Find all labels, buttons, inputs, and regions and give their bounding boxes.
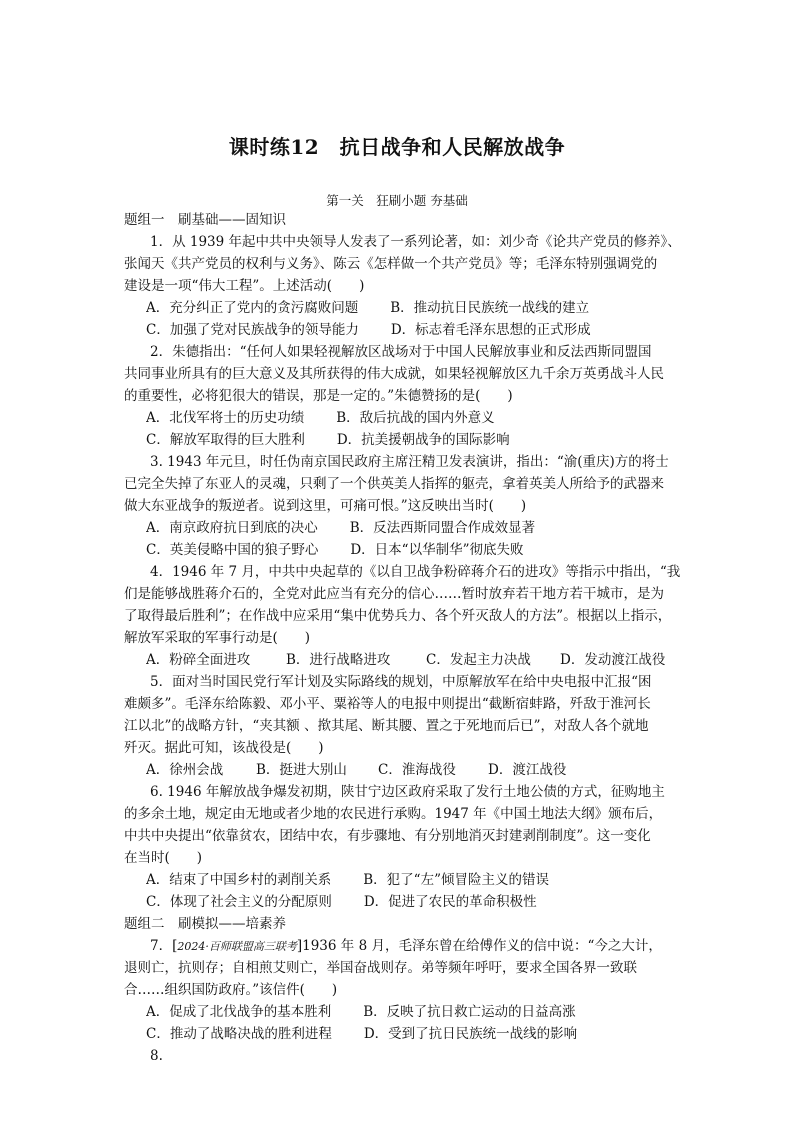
question-text: 中共中央提出“依靠贫农，团结中农，有步骤地、有分别地消灭封建剥削制度”。这一变化	[124, 828, 651, 844]
question-text: 的多余土地，规定由无地或者少地的农民进行承购。1947 年《中国土地法大纲》颁布后，	[124, 806, 663, 822]
question-text: 建设是一项“伟大工程”。上述活动( )	[124, 278, 365, 294]
option-c: C．解放军取得的巨大胜利	[146, 432, 305, 448]
question-text: 2．朱德指出：“任何人如果轻视解放区战场对于中国人民解放事业和反法西斯同盟国	[150, 344, 652, 360]
option-d: D．受到了抗日民族统一战线的影响	[363, 1026, 578, 1042]
option-a: A．粉碎全面进攻	[146, 652, 251, 668]
question-text: 共同事业所具有的巨大意义及其所获得的伟大成就，如果轻视解放区九千余万英勇战斗人民	[124, 366, 664, 382]
question-text: 的重要性，必将犯很大的错误，那是一定的。”朱德赞扬的是( )	[124, 388, 513, 404]
option-b: B．推动抗日民族统一战线的建立	[390, 300, 590, 316]
option-a: A．促成了北伐战争的基本胜利	[146, 1004, 332, 1020]
option-row	[146, 870, 684, 890]
option-a: A．南京政府抗日到底的决心	[146, 520, 318, 536]
option-a: A．充分纠正了党内的贪污腐败问题	[146, 300, 359, 316]
question-number: 7．[	[150, 938, 178, 954]
question-source: 2024·百师联盟高三联考	[177, 940, 297, 953]
option-d: D．发动渡江战役	[560, 652, 666, 668]
page-title: 课时练12 抗日战争和人民解放战争	[228, 135, 566, 159]
question-text: 们是能够战胜蒋介石的，全党对此应当有充分的信心……暂时放弃若干地方若干城市，是为	[124, 586, 664, 602]
option-row	[146, 320, 684, 340]
question-text: 1．从 1939 年起中共中央领导人发表了一系列论著，如：刘少奇《论共产党员的修养》、	[150, 234, 681, 250]
question-text: 合……组织国防政府。”该信件( )	[124, 982, 338, 998]
question-text: 难颇多”。毛泽东给陈毅、邓小平、粟裕等人的电报中则提出“截断宿蚌路，歼敌于淮河长	[124, 696, 651, 712]
option-b: B．犯了“左”倾冒险主义的错误	[363, 872, 549, 888]
option-c: C．体现了社会主义的分配原则	[146, 894, 332, 910]
option-row	[146, 430, 684, 450]
option-b: B．挺进大别山	[256, 762, 347, 778]
question-text: 张闻天《共产党员的权利与义务》、陈云《怎样做一个共产党员》等；毛泽东特别强调党的	[124, 256, 658, 272]
option-c: C．推动了战略决战的胜利进程	[146, 1026, 332, 1042]
question-text: 做大东亚战争的叛逆者。说到这里，可痛可恨。”这反映出当时( )	[124, 498, 527, 514]
option-row	[146, 650, 684, 670]
question-text: 5．面对当时国民党行军计划及实际路线的规划，中原解放军在给中央电报中汇报“困	[150, 674, 652, 690]
option-b: B．反法西斯同盟合作成效显著	[349, 520, 536, 536]
option-row	[146, 408, 684, 428]
question-text: 解放军采取的军事行动是( )	[124, 630, 311, 646]
option-d: D．促进了农民的革命积极性	[363, 894, 537, 910]
option-d: D．渡江战役	[488, 762, 567, 778]
option-a: A．北伐军将士的历史功绩	[146, 410, 305, 426]
question-text: 3. 1943 年元旦，时任伪南京国民政府主席汪精卫发表演讲，指出：“渝(重庆)方的将士	[150, 454, 669, 470]
question-lead: ]1936 年 8 月，毛泽东曾在给傅作义的信中说：“今之大计，	[296, 938, 662, 954]
option-b: B．反映了抗日救亡运动的日益高涨	[363, 1004, 576, 1020]
question-text: 歼灭。据此可知，该战役是( )	[124, 740, 324, 756]
option-row	[146, 518, 684, 538]
option-row	[146, 1024, 684, 1044]
option-b: B．进行战略进攻	[286, 652, 391, 668]
option-row	[146, 892, 684, 912]
option-a: A．徐州会战	[146, 762, 224, 778]
section-heading: 第一关 狂刷小题 夯基础	[326, 193, 468, 208]
option-row	[146, 1002, 684, 1022]
question-text: 在当时( )	[124, 850, 203, 866]
option-c: C．英美侵略中国的狼子野心	[146, 542, 319, 558]
question-number: 8.	[150, 1048, 163, 1064]
option-d: D．标志着毛泽东思想的正式形成	[390, 322, 591, 338]
question-text: 4．1946 年 7 月，中共中央起草的《以自卫战争粉碎蒋介石的进攻》等指示中指出，“我	[150, 564, 681, 580]
option-c: C．发起主力决战	[426, 652, 531, 668]
option-d: D．日本“以华制华”彻底失败	[350, 542, 524, 558]
option-c: C．淮海战役	[378, 762, 456, 778]
question-text: 了取得最后胜利”；在作战中应采用“集中优势兵力、各个歼灭敌人的方法”。根据以上指示，	[124, 608, 672, 624]
group-heading: 题组一 刷基础——固知识	[124, 212, 286, 228]
option-row	[146, 298, 684, 318]
question-text: 江以北”的战略方针，“夹其额 、揿其尾、断其腰、置之于死地而后已”，对敌人各个就地	[124, 718, 649, 734]
option-b: B．敌后抗战的国内外意义	[336, 410, 495, 426]
option-row	[146, 540, 684, 560]
group-heading: 题组二 刷模拟——培素养	[124, 916, 286, 932]
option-a: A．结束了中国乡村的剥削关系	[146, 872, 332, 888]
option-c: C．加强了党对民族战争的领导能力	[146, 322, 359, 338]
question-text: 退则亡，抗则存；自相煎艾则亡，举国奋战则存。弟等频年呼吁，要求全国各界一致联	[124, 960, 637, 976]
option-row	[146, 760, 684, 780]
question-text: 已完全失掉了东亚人的灵魂，只剩了一个供英美人指挥的躯壳，拿着英美人所给予的武器来	[124, 476, 664, 492]
question-text	[150, 936, 684, 957]
option-d: D．抗美援朝战争的国际影响	[336, 432, 510, 448]
question-text: 6. 1946 年解放战争爆发初期，陕甘宁边区政府采取了发行土地公债的方式，征购地主	[150, 784, 665, 800]
